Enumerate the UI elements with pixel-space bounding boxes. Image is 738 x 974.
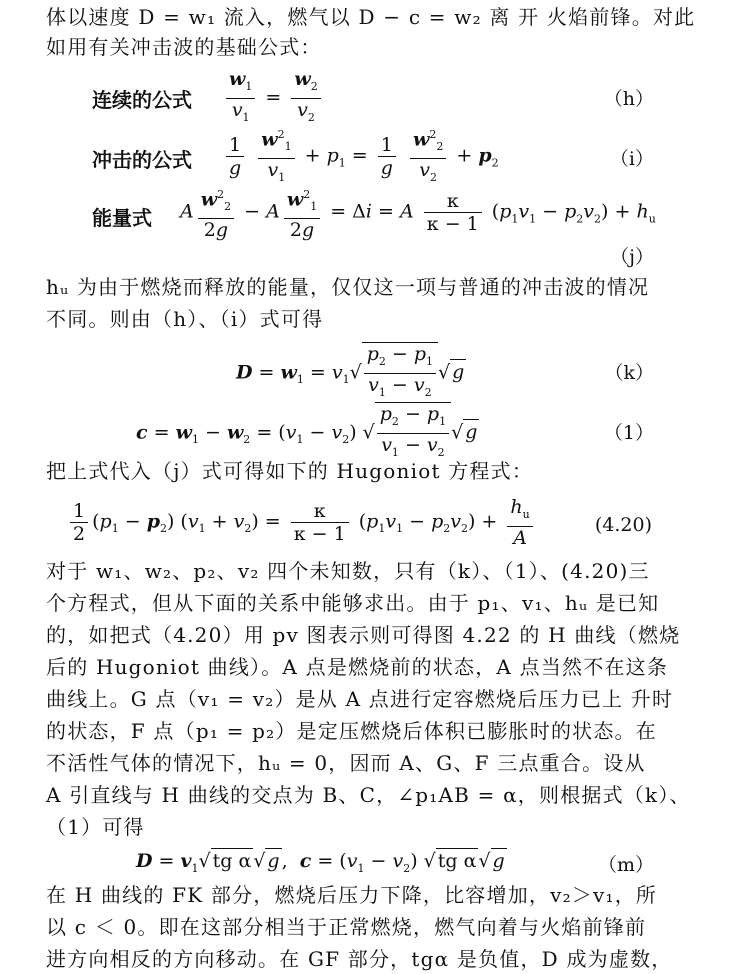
equation-i: $\frac{1}{g}$ $\frac{w^2_1}{v_1}$ + $p_1$ = $\frac{1}{g}$ $\frac{w^2_2}{v_2}$ + $p_2$ bbox=[222, 124, 499, 189]
equation-h: $\frac{w_1}{v_1}$ = $\frac{w_2}{v_2}$ bbox=[222, 68, 325, 129]
text-line: 个方程式，但从下面的关系中能够求出。由于 p₁、v₁、hᵤ 是已知 bbox=[46, 591, 660, 615]
text-line: 不活性气体的情况下，hᵤ = 0，因而 A、G、F 三点重合。设从 bbox=[46, 751, 646, 775]
equation-number: （h） bbox=[603, 88, 654, 110]
equation-number: （j） bbox=[610, 246, 654, 268]
text-line: A 引直线与 H 曲线的交点为 B、C，∠p₁AB = α，则根据式（k）、 bbox=[46, 783, 691, 807]
equation-k: $D = w_1 = v_1√$ $\frac{p_2 - p_1}{v_1 - v_2}$ √ g bbox=[236, 342, 466, 404]
equation-label-continuity: 连续的公式 bbox=[92, 88, 192, 112]
equation-label-impact: 冲击的公式 bbox=[92, 148, 192, 172]
text-line: （1）可得 bbox=[46, 815, 145, 839]
text-line: 进方向相反的方向移动。在 GF 部分，tgα 是负值，D 成为虚数， bbox=[46, 947, 673, 971]
text-line: 对于 w₁、w₂、p₂、v₂ 四个未知数，只有（k）、（1）、(4.20)三 bbox=[46, 559, 650, 583]
equation-number: （1） bbox=[603, 422, 654, 444]
equation-4-20: $\frac{1}{2}$ $(p_1 - p_2) (v_1 + v_2)$ = $\frac{\kappa}{\kappa - 1}$ $(p_1v_1 - p_2v_2)$ + $\frac{h_u}{A}$ bbox=[66, 496, 537, 549]
equation-j: A $\frac{w^2_2}{2g}$ − A $\frac{w^2_1}{2g}$ = Δi = A $\frac{\kappa}{\kappa - 1}$ $(p_1v_1 - p_2v_2) + h_u$ bbox=[180, 184, 656, 241]
equation-m: $D = v_1√$ tg α √ g , $c = (v_1 - v_2)$ √ tg α √ g bbox=[136, 850, 505, 875]
equation-number: （k） bbox=[604, 362, 654, 384]
text-line: 如用有关冲击波的基础公式： bbox=[46, 35, 322, 59]
text-line: hᵤ 为由于燃烧而释放的能量，仅仅这一项与普通的冲击波的情况 bbox=[46, 275, 650, 299]
text-line: 以 c ＜ 0。即在这部分相当于正常燃烧，燃气向着与火焰前锋前 bbox=[46, 915, 647, 939]
equation-label-energy: 能量式 bbox=[92, 206, 152, 230]
text-line: 在 H 曲线的 FK 部分，燃烧后压力下降，比容增加，v₂＞v₁，所 bbox=[46, 883, 658, 907]
text-line: 曲线上。G 点（v₁ = v₂）是从 A 点进行定容燃烧后压力已上 升时 bbox=[46, 687, 674, 711]
equation-l: $c = w_1 - w_2 = (v_1 - v_2)$ √ $\frac{p_2 - p_1}{v_1 - v_2}$ √ g bbox=[136, 402, 479, 464]
equation-number: （i） bbox=[609, 148, 654, 170]
text-line: 不同。则由（h）、（i）式可得 bbox=[46, 307, 324, 331]
equation-number: (4.20) bbox=[594, 514, 652, 536]
text-line: 把上式代入（j）式可得如下的 Hugoniot 方程式： bbox=[46, 459, 534, 483]
text-line: 的，如把式（4.20）用 pv 图表示则可得图 4.22 的 H 曲线（燃烧 bbox=[46, 623, 681, 647]
equation-number: （m） bbox=[597, 854, 654, 876]
text-line: 体以速度 D = w₁ 流入，燃气以 D − c = w₂ 离 开 火焰前锋。对此 bbox=[46, 5, 696, 29]
text-line: 后的 Hugoniot 曲线）。A 点是燃烧前的状态，A 点当然不在这条 bbox=[46, 655, 669, 679]
text-line: 的状态，F 点（p₁ = p₂）是定压燃烧后体积已膨胀时的状态。在 bbox=[46, 719, 657, 743]
